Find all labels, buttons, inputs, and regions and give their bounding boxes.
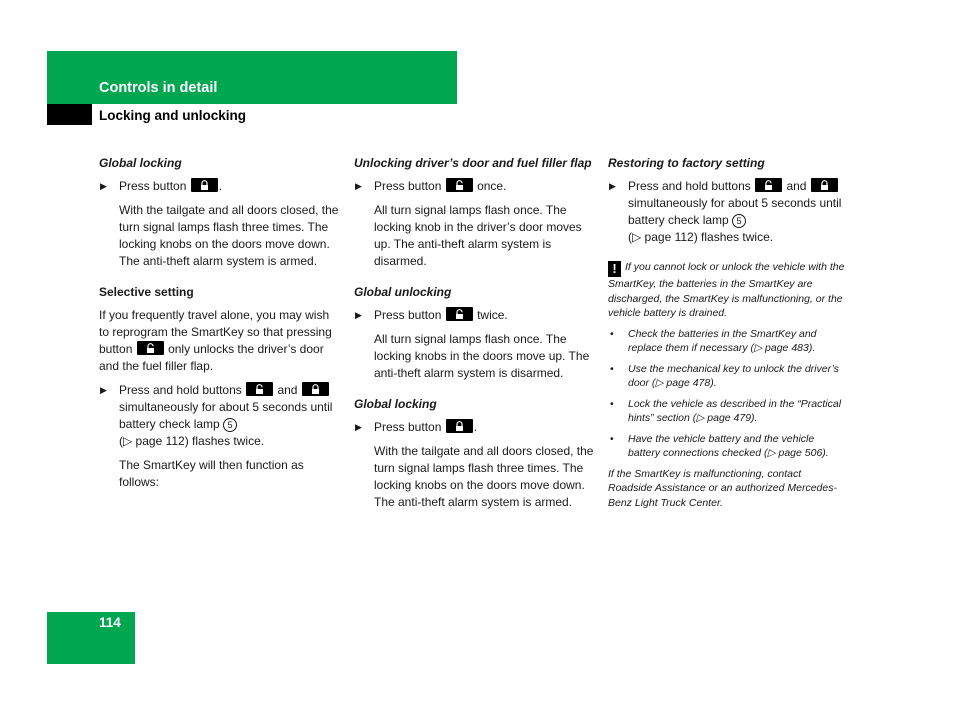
step [354,178,594,195]
column-2 [354,155,594,525]
note-text: If you cannot lock or unlock the vehicle with the SmartKey, the batteries in the SmartKey are discharged, the SmartKey is malfunctioning, or the vehicle battery is drained. [608,261,845,319]
paragraph-text: only unlocks the driver’s door and the fuel filler flap. [99,342,324,373]
step-text: . [218,179,223,193]
heading-global-unlocking: Global unlocking [354,285,452,299]
page-number: 114 [99,615,121,630]
lock-button-icon [191,178,218,192]
paragraph-text: If you frequently travel alone, you may wish to reprogram the SmartKey so that pressing button [99,308,332,356]
subsection-title: Locking and unlocking [99,108,247,123]
bullet-list [608,327,848,461]
list-item-text: Have the vehicle battery and the vehicle battery connections checked (▷ page 506). [628,432,829,459]
bullet-icon: • [610,397,614,410]
list-item [608,362,848,391]
step-text: and [786,179,807,193]
result-text: With the tailgate and all doors closed, the turn signal lamps flash three times. The locking knobs on the doors move down. The anti-theft alarm system is armed. [374,444,594,509]
lock-button-icon [446,419,473,433]
step-text: simultaneously for about 5 seconds until battery check lamp [119,400,333,431]
header-green-bar [47,51,457,104]
result-text: All turn signal lamps flash once. The locking knob in the driver’s door moves up. The anti-theft alarm system is disarmed. [374,203,582,268]
step-text: Press and hold buttons [628,179,751,193]
heading-selective-setting: Selective setting [99,285,194,299]
list-item [608,327,848,356]
step [99,382,339,450]
section-title: Controls in detail [99,80,218,96]
bullet-icon: • [610,432,614,445]
step [99,178,339,195]
step-text: twice. [477,308,508,322]
step-text: Press button [374,179,442,193]
step-arrow-icon: ▶ [100,385,107,395]
step-arrow-icon: ▶ [355,310,362,320]
page-number-box [47,612,135,664]
list-item-text: Check the batteries in the SmartKey and replace them if necessary (▷ page 483). [628,327,817,354]
exclamation-icon: ! [608,261,621,277]
step-text: Press button [374,308,442,322]
step-text: once. [477,179,507,193]
heading-global-locking: Global locking [354,397,437,411]
result-text: The SmartKey will then function as follows: [119,458,304,489]
header-black-tab [47,104,92,125]
step-arrow-icon: ▶ [609,181,616,191]
bullet-icon: • [610,362,614,375]
result-text: All turn signal lamps flash once. The locking knobs in the doors move up. The anti-theft alarm system is disarmed. [374,332,590,380]
list-item-text: Lock the vehicle as described in the “Practical hints” section (▷ page 479). [628,397,842,424]
list-item-text: Use the mechanical key to unlock the driver’s door (▷ page 478). [628,362,839,389]
list-item [608,397,848,426]
note-outro: If the SmartKey is malfunctioning, contact Roadside Assistance or an authorized Mercedes-Benz Light Truck Center. [608,467,837,509]
column-1 [99,155,339,505]
step-text: and [277,383,298,397]
step-text: (▷ page 112) flashes twice. [119,434,265,448]
step-text: (▷ page 112) flashes twice. [628,230,774,244]
lock-button-icon [302,382,329,396]
heading-restoring-factory-setting: Restoring to factory setting [608,156,765,170]
step [354,307,594,324]
result-text: With the tailgate and all doors closed, the turn signal lamps flash three times. The locking knobs on the doors move down. The anti-theft alarm system is armed. [119,203,339,268]
unlock-button-icon [137,341,164,355]
step-text: simultaneously for about 5 seconds until battery check lamp [628,196,842,227]
unlock-button-icon [446,307,473,321]
battery-lamp-ref-icon: 5 [223,418,237,432]
unlock-button-icon [755,178,782,192]
unlock-button-icon [246,382,273,396]
step-arrow-icon: ▶ [355,422,362,432]
step [354,419,594,436]
paragraph [99,307,339,375]
heading-unlocking-driver-door: Unlocking driver’s door and fuel filler flap [354,156,592,170]
lock-button-icon [811,178,838,192]
step-text: . [473,420,478,434]
column-3 [608,155,848,510]
heading-global-locking: Global locking [99,156,182,170]
bullet-icon: • [610,327,614,340]
list-item [608,432,848,461]
unlock-button-icon [446,178,473,192]
warning-note [608,260,848,321]
step-text: Press and hold buttons [119,383,242,397]
step-text: Press button [374,420,442,434]
step-arrow-icon: ▶ [100,181,107,191]
step [608,178,848,246]
step-arrow-icon: ▶ [355,181,362,191]
step-text: Press button [119,179,187,193]
battery-lamp-ref-icon: 5 [732,214,746,228]
